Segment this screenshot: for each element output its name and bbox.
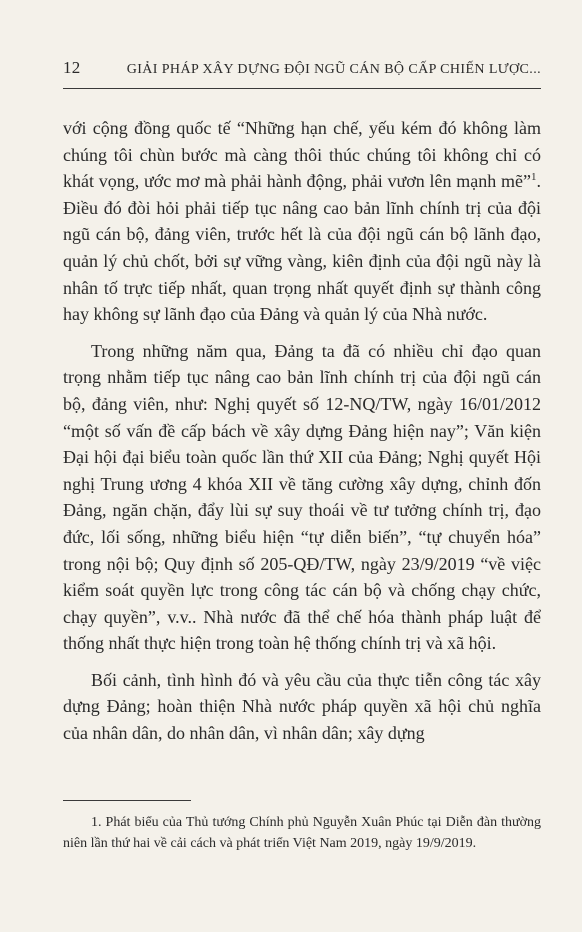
paragraph-1 bbox=[63, 115, 541, 328]
page-number: 12 bbox=[63, 58, 81, 77]
paragraph-1-text-a: với cộng đồng quốc tế “Những hạn chế, yếu kém đó không làm chúng tôi chùn bước mà càng thôi thúc chúng tôi không chỉ có khát vọng, ước mơ mà phải hành động, phải vươn lên mạnh mẽ” bbox=[63, 118, 541, 192]
paragraph-2: Trong những năm qua, Đảng ta đã có nhiều chỉ đạo quan trọng nhằm tiếp tục nâng cao bản lĩnh chính trị của đội ngũ cán bộ, đảng viên, như: Nghị quyết số 12-NQ/TW, ngày 16/01/2012 “một số vấn đề cấp bách về xây dựng Đảng hiện nay”; Văn kiện Đại hội đại biểu toàn quốc lần thứ XII của Đảng; Nghị quyết Hội nghị Trung ương 4 khóa XII về tăng cường xây dựng, chỉnh đốn Đảng, ngăn chặn, đẩy lùi sự suy thoái về tư tưởng chính trị, đạo đức, lối sống, những biểu hiện “tự diễn biến”, “tự chuyển hóa” trong nội bộ; Quy định số 205-QĐ/TW, ngày 23/9/2019 “về việc kiểm soát quyền lực trong công tác cán bộ và chống chạy chức, chạy quyền”, v.v.. Nhà nước đã thể chế hóa thành pháp luật để thống nhất thực hiện trong toàn hệ thống chính trị và xã hội. bbox=[63, 340, 541, 654]
book-page bbox=[63, 58, 541, 757]
footnote-marker: 1 bbox=[531, 171, 537, 184]
paragraph-3: Bối cảnh, tình hình đó và yêu cầu của thực tiễn công tác xây dựng Đảng; hoàn thiện Nhà nước pháp quyền xã hội chủ nghĩa của nhân dân, do nhân dân, vì nhân dân; xây dựng bbox=[63, 669, 541, 744]
page-header bbox=[63, 58, 541, 86]
paragraph-1-text-b: . Điều đó đòi hỏi phải tiếp tục nâng cao bản lĩnh chính trị của đội ngũ cán bộ, đảng viên, trước hết là của đội ngũ cán bộ lãnh đạo, quản lý chủ chốt, bởi sự vững vàng, kiên định của đội ngũ này là nhân tố trực tiếp nhất, quan trọng nhất quyết định sự thành công hay không sự lãnh đạo của Đảng và quản lý của Nhà nước. bbox=[63, 171, 541, 325]
running-title: GIẢI PHÁP XÂY DỰNG ĐỘI NGŨ CÁN BỘ CẤP CHIẾN LƯỢC... bbox=[126, 62, 541, 77]
footnote: 1. Phát biểu của Thủ tướng Chính phủ Nguyễn Xuân Phúc tại Diễn đàn thường niên lần thứ hai về cải cách và phát triển Việt Nam 2019, ngày 19/9/2019. bbox=[63, 815, 541, 851]
body-text bbox=[63, 115, 541, 747]
header-rule bbox=[63, 88, 541, 89]
footnote-rule bbox=[63, 800, 191, 801]
